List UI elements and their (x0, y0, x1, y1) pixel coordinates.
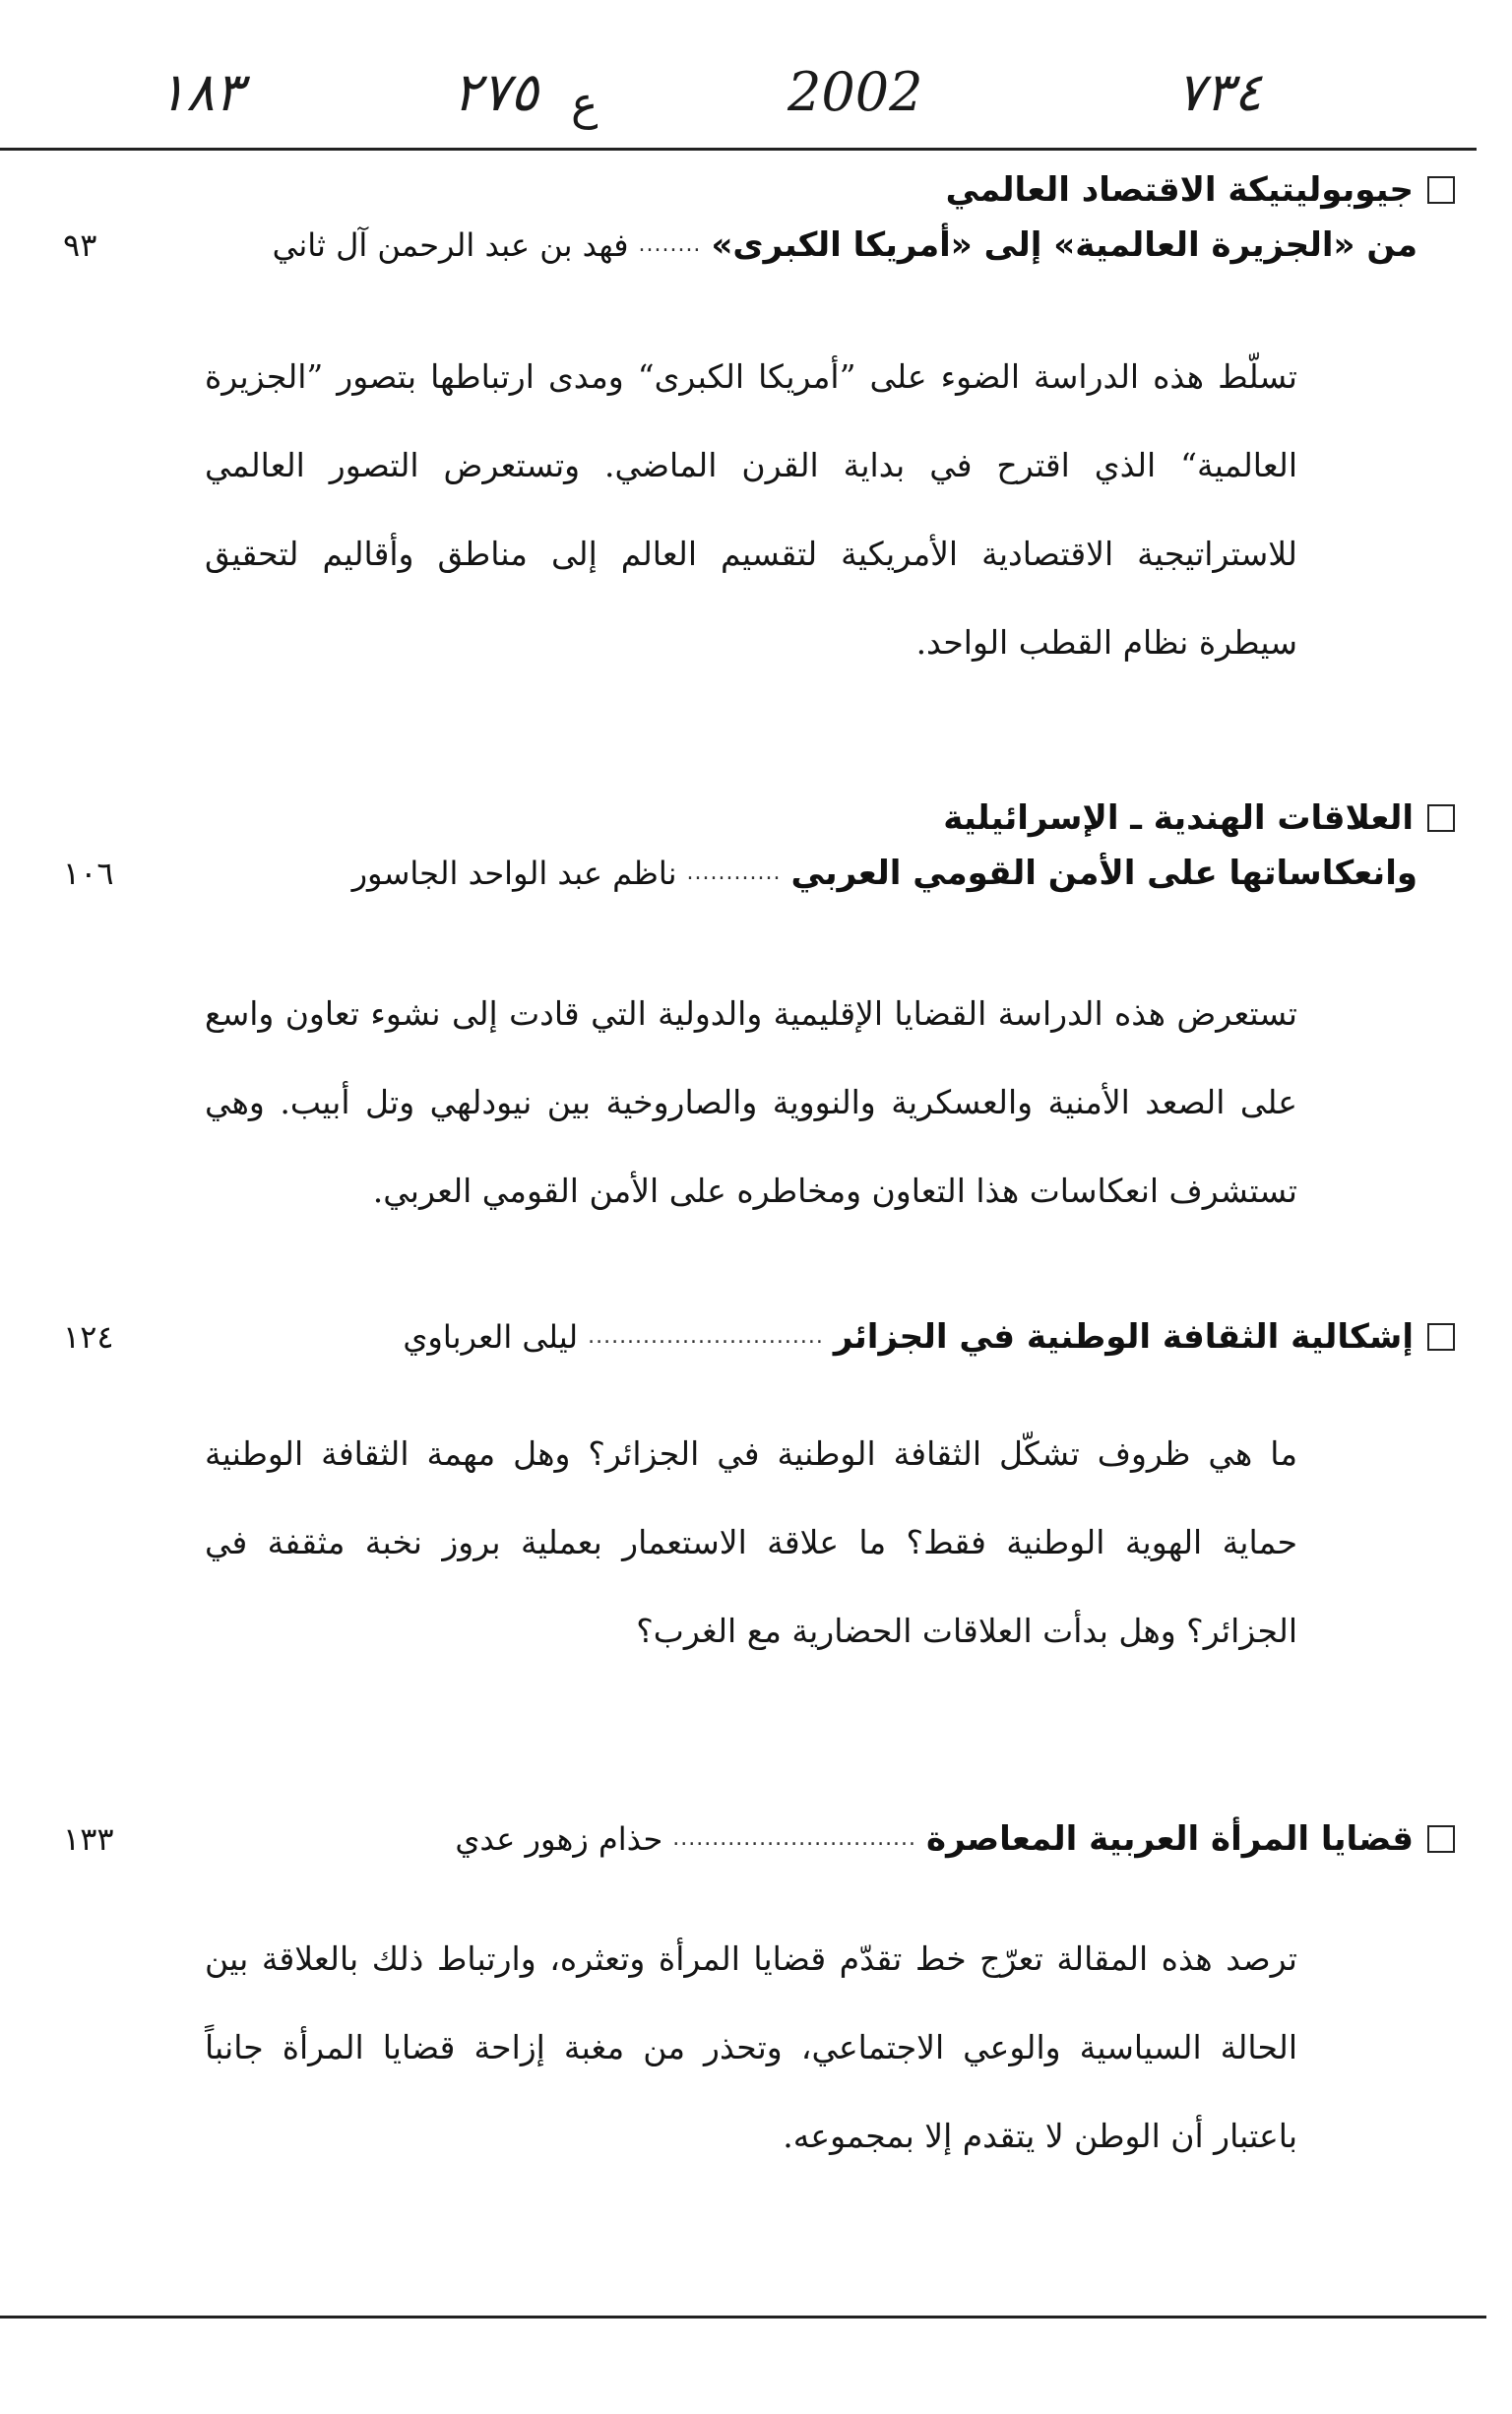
entry-title: العلاقات الهندية ـ الإسرائيلية (943, 798, 1414, 838)
entry-subtitle-row (63, 218, 1455, 273)
checkbox-icon (1427, 1323, 1455, 1351)
entry-author: فهد بن عبد الرحمن آل ثاني (272, 226, 629, 264)
entry-page-number: ١٣٣ (63, 1820, 114, 1858)
bottom-divider (0, 2316, 1486, 2319)
entry-abstract: ما هي ظروف تشكّل الثقافة الوطنية في الجزائر؟ وهل مهمة الثقافة الوطنية حماية الهوية الوطنية فقط؟ ما علاقة الاستعمار بعملية بروز نخبة مثقفة في الجزائر؟ وهل بدأت العلاقات الحضارية مع الغرب؟ (205, 1434, 1297, 1650)
entry-title-row (63, 162, 1455, 218)
toc-entry (63, 1309, 1455, 1365)
entry-author: ناظم عبد الواحد الجاسور (351, 855, 677, 892)
entry-subtitle-row (63, 846, 1455, 901)
entry-title: قضايا المرأة العربية المعاصرة (926, 1819, 1414, 1859)
checkbox-icon (1427, 176, 1455, 204)
handwritten-note-5: ٧٣٤ (1176, 61, 1263, 123)
leader-dots: ............................... (672, 1826, 917, 1851)
handwritten-note-1: ١٨٣ (158, 61, 244, 123)
entry-page-number: ١٢٤ (63, 1318, 114, 1356)
entry-subtitle: وانعكاساتها على الأمن القومي العربي (790, 854, 1418, 893)
entry-author: ليلى العرباوي (403, 1318, 579, 1356)
handwritten-note-2: ٢٧٥ (453, 61, 539, 123)
toc-entry (63, 162, 1455, 273)
top-divider (0, 148, 1477, 151)
entry-subtitle: من «الجزيرة العالمية» إلى «أمريكا الكبرى» (711, 225, 1418, 265)
entry-abstract: تسلّط هذه الدراسة الضوء على ”أمريكا الكبرى“ ومدى ارتباطها بتصور ”الجزيرة العالمية“ الذي اقترح في بداية القرن الماضي. وتستعرض التصور العالمي للاستراتيجية الاقتصادية الأمريكية لتقسيم العالم إلى مناطق وأقاليم لتحقيق سيطرة نظام القطب الواحد. (205, 357, 1297, 662)
entry-title-row (63, 791, 1455, 846)
leader-dots: .............................. (588, 1324, 824, 1349)
toc-entry (63, 1811, 1455, 1867)
checkbox-icon (1427, 1825, 1455, 1853)
entry-title: جيوبوليتيكة الاقتصاد العالمي (945, 170, 1414, 210)
handwritten-note-4: 2002 (788, 61, 923, 123)
leader-dots: ............ (686, 860, 782, 885)
entry-page-number: ١٠٦ (63, 855, 114, 892)
entry-page-number: ٩٣ (63, 226, 97, 264)
entry-title-row (63, 1811, 1455, 1867)
handwritten-note-3: ع (571, 77, 598, 130)
leader-dots: ........ (638, 232, 702, 257)
entry-title: إشكالية الثقافة الوطنية في الجزائر (833, 1317, 1414, 1357)
checkbox-icon (1427, 804, 1455, 832)
entry-abstract: تستعرض هذه الدراسة القضايا الإقليمية والدولية التي قادت إلى نشوء تعاون واسع على الصعد الأمنية والعسكرية والنووية والصاروخية بين نيودلهي وتل أبيب. وهي تستشرف انعكاسات هذا التعاون ومخاطره على الأمن القومي العربي. (205, 994, 1297, 1210)
entry-title-row (63, 1309, 1455, 1365)
entry-abstract: ترصد هذه المقالة تعرّج خط تقدّم قضايا المرأة وتعثره، وارتباط ذلك بالعلاقة بين الحالة السياسية والوعي الاجتماعي، وتحذر من مغبة إزاحة قضايا المرأة جانباً باعتبار أن الوطن لا يتقدم إلا بمجموعه. (205, 1939, 1297, 2155)
entry-author: حذام زهور عدي (455, 1820, 663, 1858)
toc-entry (63, 791, 1455, 901)
